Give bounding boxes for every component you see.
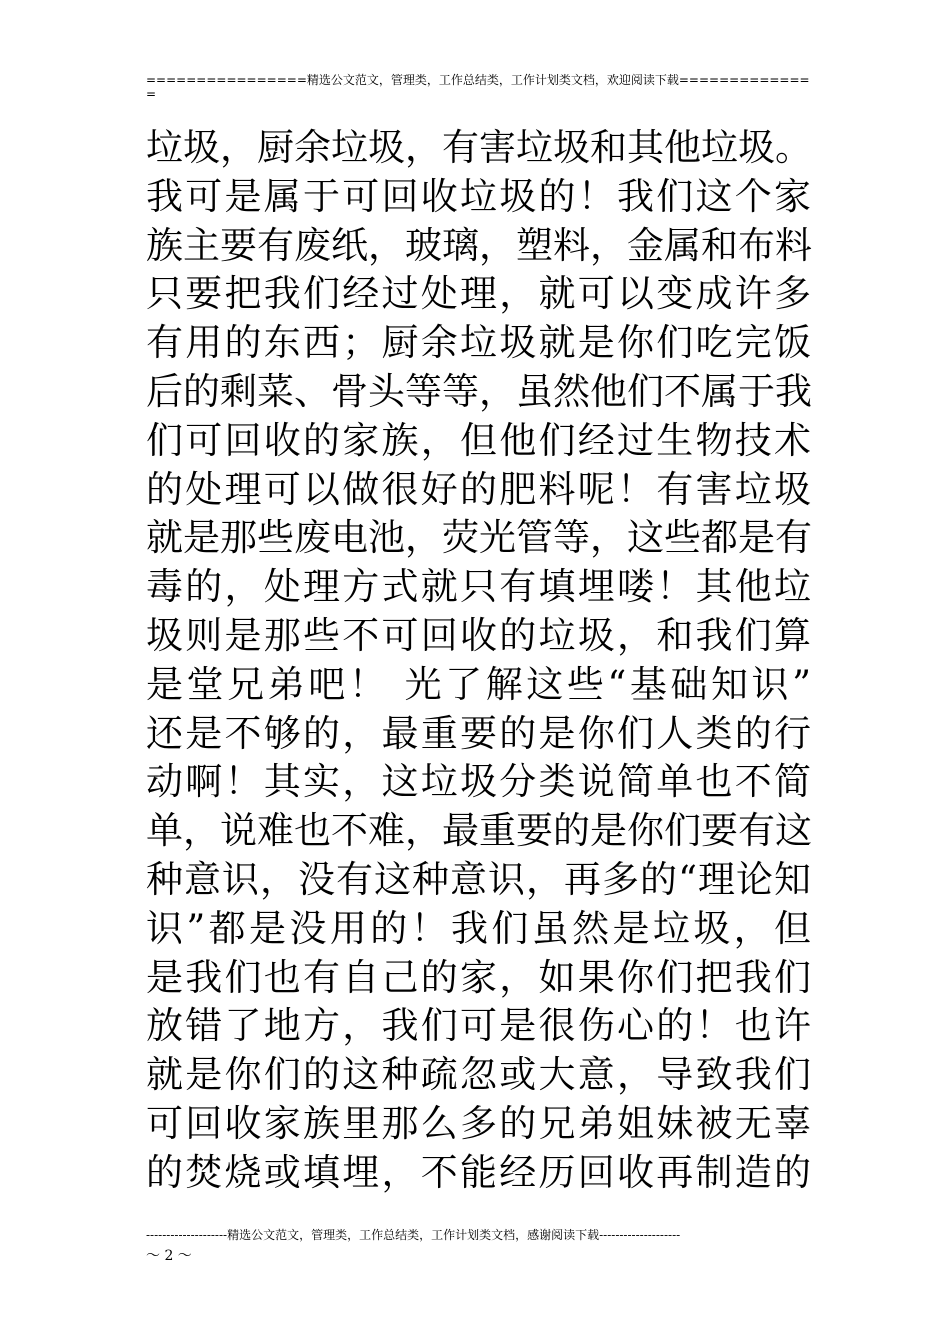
body-text-line: 种意识，没有这种意识，再多的“理论知 [146,857,811,901]
body-text-line: 放错了地方，我们可是很伤心的！也许 [146,1004,811,1048]
body-text-line: 们可回收的家族，但他们经过生物技术 [146,418,811,462]
body-text-line: 垃圾，厨余垃圾，有害垃圾和其他垃圾。 [146,126,812,169]
body-text-line: 动啊！其实，这垃圾分类说简单也不简 [146,760,811,804]
body-text-line: 单，说难也不难，最重要的是你们要有这 [146,809,812,853]
page-number: ～ 2 ～ [146,1248,192,1264]
body-text-line: 就是你们的这种疏忽或大意，导致我们 [146,1053,811,1097]
body-text-line: 识”都是没用的！我们虽然是垃圾，但 [146,906,811,950]
body-text-line: 族主要有废纸，玻璃，塑料，金属和布料 [146,223,812,267]
body-text-line: 可回收家族里那么多的兄弟姐妹被无辜 [146,1101,811,1145]
body-text-line: 有用的东西；厨余垃圾就是你们吃完饭 [146,321,811,365]
body-text-line: 后的剩菜、骨头等等，虽然他们不属于我 [146,369,812,413]
document-body [146,124,811,1198]
body-text-line: 是我们也有自己的家，如果你们把我们 [146,955,811,999]
body-text-line: 只要把我们经过处理，就可以变成许多 [146,272,811,316]
body-text-line: 我可是属于可回收垃圾的！我们这个家 [146,174,811,218]
body-text-line: 圾则是那些不可回收的垃圾，和我们算 [146,613,811,657]
body-text-line: 的处理可以做很好的肥料呢！有害垃圾 [146,467,811,511]
body-text-line: 就是那些废电池，荧光管等，这些都是有 [146,516,812,560]
page-footer-banner: --------------------精选公文范文，管理类，工作总结类，工作计划类文档，感谢阅读下载-------------------- [146,1228,681,1242]
body-text-line: 是堂兄弟吧！ 光了解这些“基础知识” [146,662,811,706]
body-text-line: 毒的，处理方式就只有填埋喽！其他垃 [146,565,811,609]
page-header-banner: ================精选公文范文，管理类，工作总结类，工作计划类文档，欢迎阅读下载============= [146,73,810,87]
body-text-line: 还是不够的，最重要的是你们人类的行 [146,711,811,755]
body-text-line: 的焚烧或填埋，不能经历回收再制造的 [146,1150,811,1194]
page-header-banner-continuation: = [146,87,157,101]
